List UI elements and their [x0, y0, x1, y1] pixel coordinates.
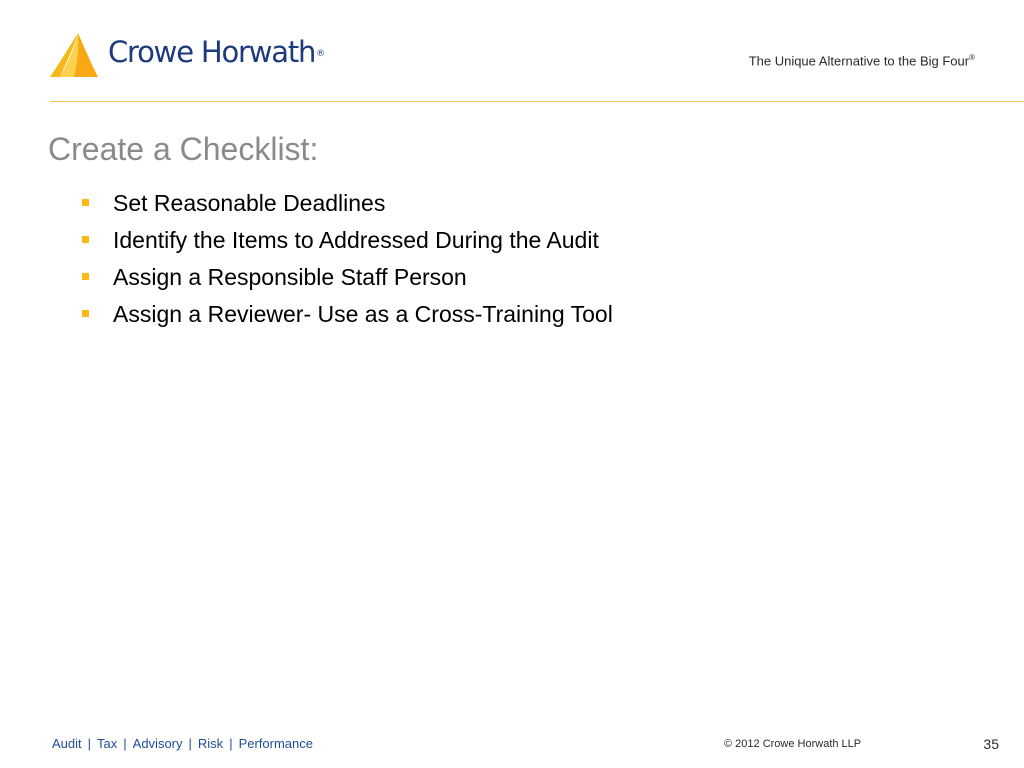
page-number: 35: [983, 736, 999, 752]
bullet-item: [82, 261, 613, 298]
logo-wordmark: Crowe Horwath®: [108, 35, 326, 69]
square-bullet-icon: [82, 236, 89, 243]
header-divider: [50, 101, 1024, 102]
footer-separator: |: [188, 736, 192, 751]
footer-item-tax: Tax: [97, 736, 118, 751]
crowe-horwath-flame-icon: [48, 31, 100, 79]
bullet-item: [82, 298, 613, 335]
square-bullet-icon: [82, 199, 89, 206]
brand-logo: [48, 30, 325, 80]
square-bullet-icon: [82, 310, 89, 317]
footer-separator: |: [87, 736, 92, 751]
bullet-item: [82, 187, 613, 224]
bullet-text: Assign a Reviewer- Use as a Cross-Training Tool: [113, 301, 613, 327]
slide-title: Create a Checklist:: [48, 131, 319, 167]
footer-item-audit: Audit: [52, 736, 82, 751]
footer-item-advisory: Advisory: [132, 736, 183, 751]
bullet-item: [82, 224, 613, 261]
footer-separator: |: [229, 736, 233, 751]
square-bullet-icon: [82, 273, 89, 280]
footer-separator: |: [123, 736, 127, 751]
registered-mark: ®: [969, 53, 975, 62]
footer-item-risk: Risk: [197, 736, 224, 751]
bullet-text: Assign a Responsible Staff Person: [113, 264, 467, 290]
copyright-notice: © 2012 Crowe Horwath LLP: [724, 738, 862, 750]
footer-service-lines: [52, 736, 313, 751]
bullet-text: Set Reasonable Deadlines: [113, 190, 386, 216]
bullet-list: [82, 187, 613, 335]
footer-item-performance: Performance: [238, 736, 313, 751]
bullet-text: Identify the Items to Addressed During the Audit: [113, 227, 599, 253]
header-tagline: [749, 53, 975, 68]
tagline-text: The Unique Alternative to the Big Four: [748, 53, 970, 69]
